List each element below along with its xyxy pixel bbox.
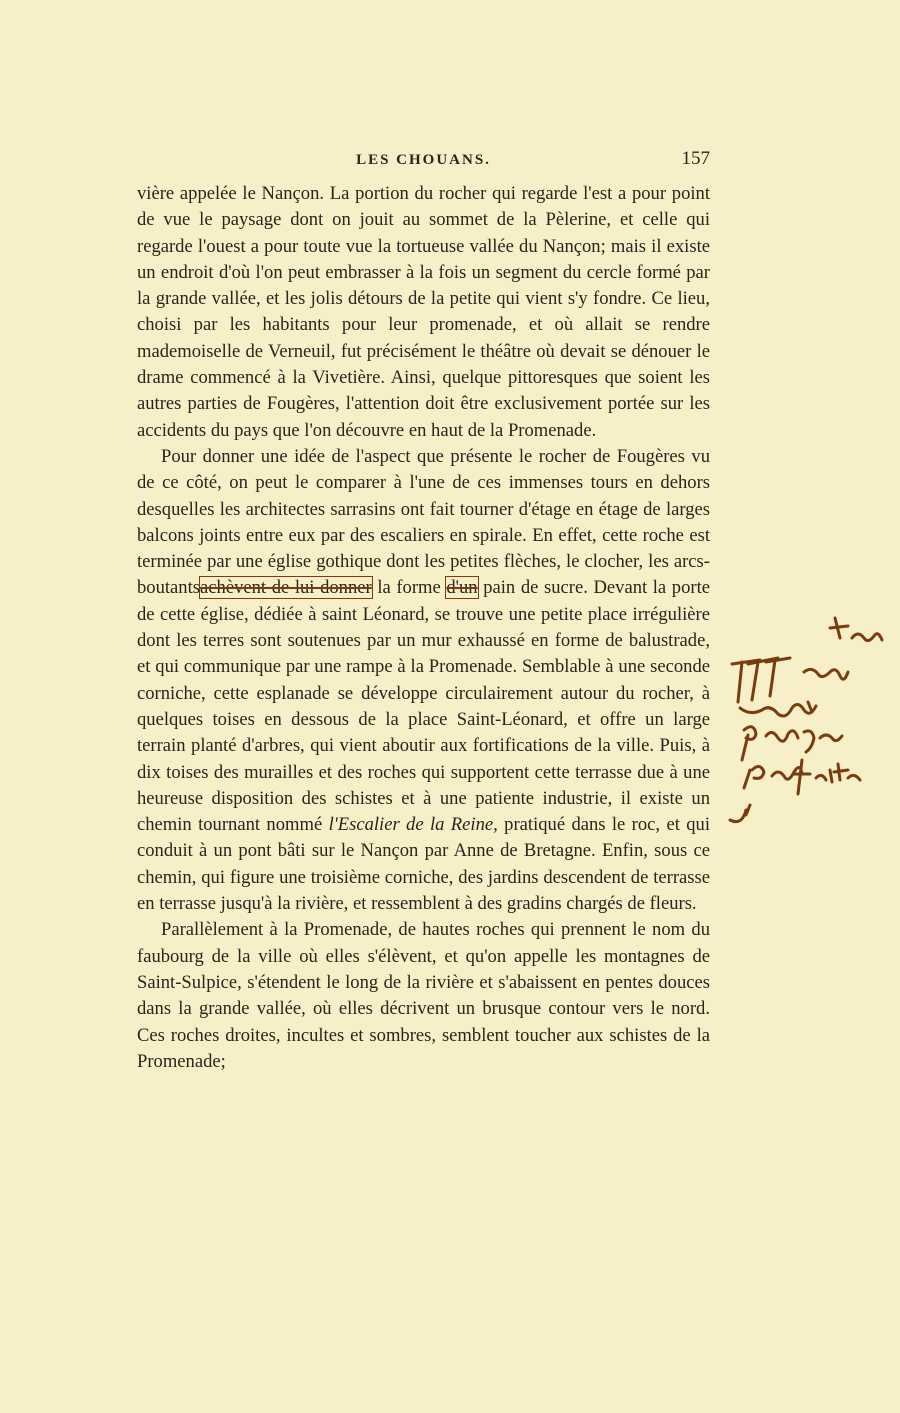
struck-through-text: achèvent de lui donner (200, 577, 372, 599)
paragraph-3: Parallèlement à la Promenade, de hautes roches qui prennent le nom du faubourg de la ville où elles s'élèvent, et qu'on appelle les montagnes de Saint-Sulpice, s'étendent le long de la rivière et s'abaissent en pentes douces dans la grande vallée, où elles décrivent un brusque contour vers le nord. Ces roches droites, incultes et sombres, semblent toucher aux schistes de la Promenade; (137, 919, 710, 1072)
struck-through-text-2: d'un (446, 577, 478, 599)
page-number: 157 (681, 148, 710, 169)
running-title: LES CHOUANS. (356, 152, 491, 168)
body-text (137, 181, 710, 1075)
paragraph-1: vière appelée le Nançon. La portion du rocher qui regarde l'est a pour point de vue le paysage dont on jouit au sommet de la Pèlerine, et celle qui regarde l'ouest a pour toute vue la tortueuse vallée du Nançon; mais il existe un endroit d'où l'on peut embrasser à la fois un segment du cercle formé par la grande vallée, et les jolis détours de la petite qui vient s'y fondre. Ce lieu, choisi par les habitants pour leur promenade, et où allait se rendre mademoiselle de Verneuil, fut précisément le théâtre où devait se dénouer le drame commencé à la Vivetière. Ainsi, quelque pittoresques que soient les autres parties de Fougères, l'attention doit être exclusivement portée sur les accidents du pays que l'on découvre en haut de la Promenade. (137, 183, 710, 441)
paragraph-2-part-c: pain de sucre. Devant la porte de cette église, dédiée à saint Léonard, se trouve une petite place irrégulière dont les terres sont soutenues par un mur exhaussé en forme de balustrade, et qui communique par une rampe à la Promenade. Semblable à une seconde corniche, cette esplanade se développe circulairement autour du rocher, à quelques toises en dessous de la place Saint-Léonard, et offre un large terrain planté d'arbres, qui vient aboutir aux fortifications de la ville. Puis, à dix toises des murailles et des roches qui supportent cette terrasse due à une heureuse disposition des schistes et à une patiente industrie, il existe un chemin tournant nommé (137, 577, 710, 836)
italic-place-name: l'Escalier de la Reine, (328, 814, 498, 836)
paragraph-2-part-d: pratiqué dans le roc, et qui conduit à un pont bâti sur le Nançon par Anne de Bretagne. Enfin, sous ce chemin, qui figure une troisième corniche, des jardins descendent de terrasse en terrasse jusqu'à la rivière, et ressemblent à des gradins chargés de fleurs. (137, 814, 710, 915)
handwriting-drawing (720, 610, 895, 840)
handwritten-margin-note (720, 610, 895, 840)
paragraph-2 (137, 444, 710, 917)
paragraph-2-part-b: la forme (377, 577, 441, 599)
page-header (137, 148, 710, 174)
paragraph-2-part-a: Pour donner une idée de l'aspect que présente le rocher de Fougères vu de ce côté, on peut le comparer à l'une de ces immenses tours en dehors desquelles les architectes sarrasins ont fait tourner d'étage en étage de larges balcons joints entre eux par des escaliers en spirale. En effet, cette roche est terminée par une église gothique dont les petites flèches, le clocher, les arcs-boutants (137, 445, 710, 599)
